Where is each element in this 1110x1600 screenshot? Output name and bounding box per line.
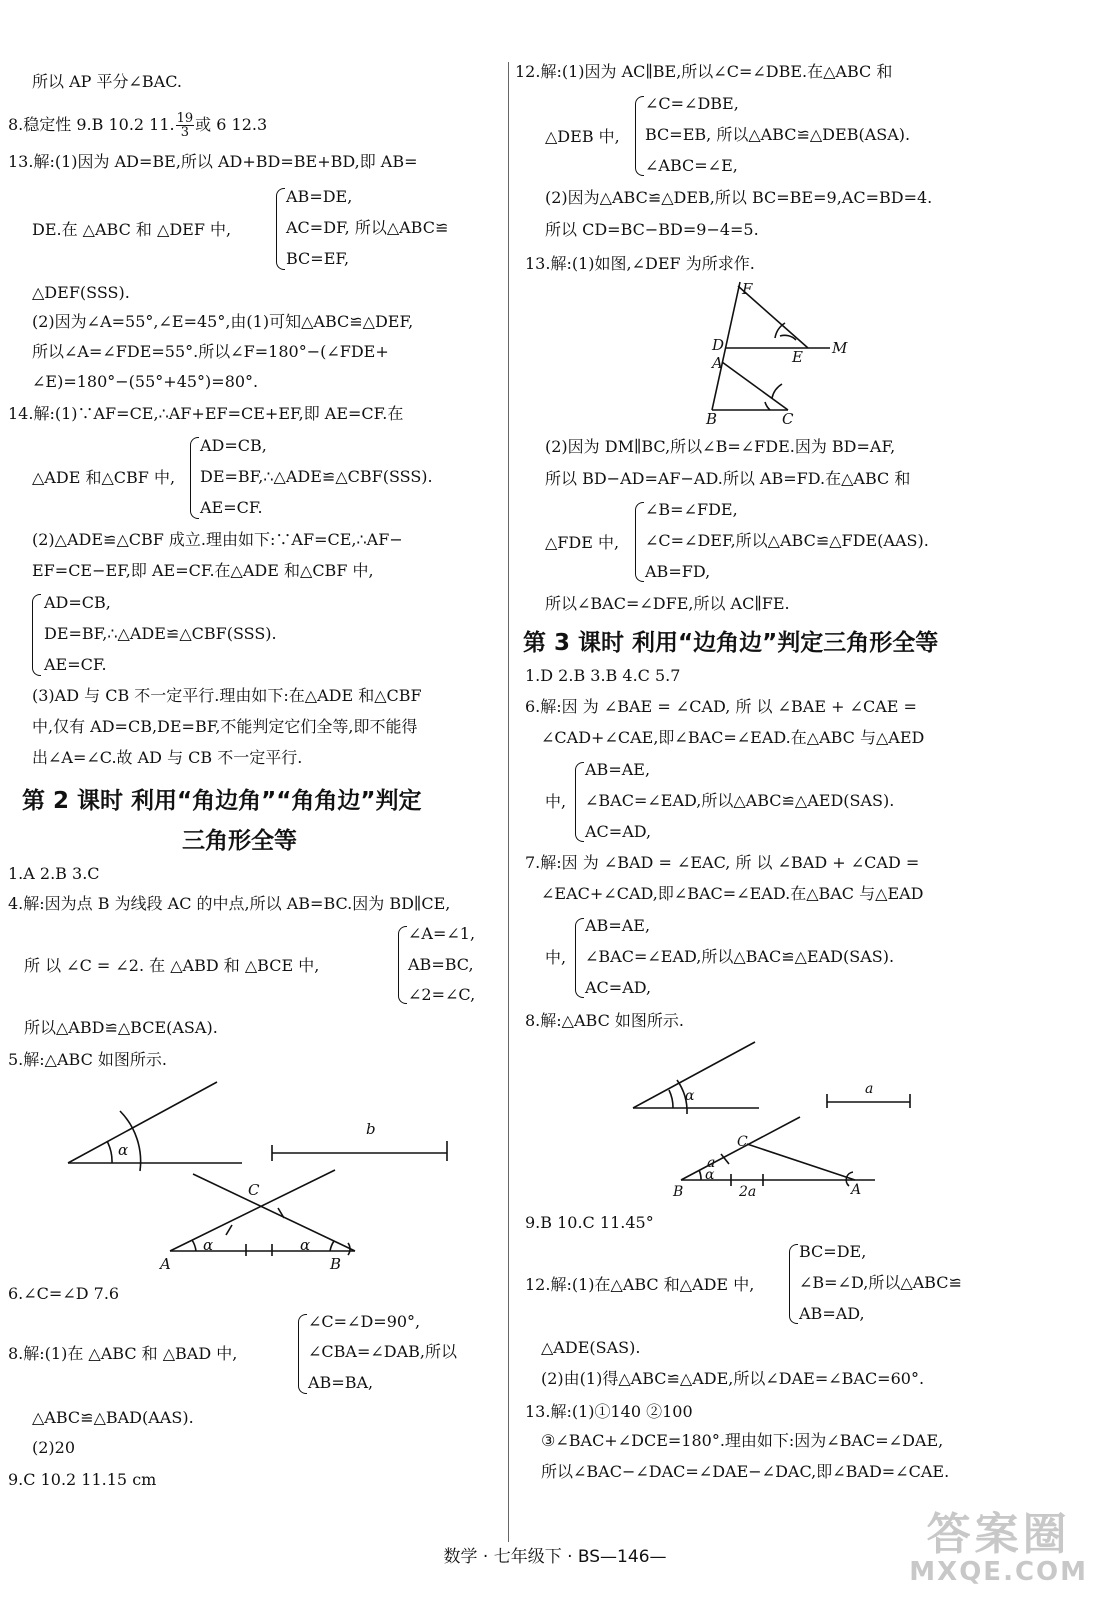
angle-arc [699,1170,701,1180]
brace-line: ∠C=∠DEF,所以△ABC≌△FDE(AAS). [645,531,929,550]
tick-mark [226,1225,232,1235]
text-line: △ADE(SAS). [541,1338,641,1357]
brace-line: ∠BAC=∠EAD,所以△ABC≌△AED(SAS). [585,791,895,810]
brace [635,96,644,176]
text-line: (2)由(1)得△ABC≌△ADE,所以∠DAE=∠BAC=60°. [541,1369,925,1388]
fig-label: α [705,1167,715,1183]
text-line: 6.∠C=∠D 7.6 [8,1284,120,1303]
angle-arc [669,1090,673,1108]
brace [789,1244,798,1324]
text-line: 出∠A=∠C.故 AD 与 CB 不一定平行. [32,748,303,767]
watermark-text: 答案圈 [926,1509,1071,1560]
text-line: (2)因为 DM∥BC,所以∠B=∠FDE.因为 BD=AF, [545,437,896,456]
angle-arc [107,1141,112,1163]
text-line: 1.A 2.B 3.C [8,864,100,883]
text-line: 所 以 ∠C = ∠2. 在 △ABD 和 △BCE 中, [24,956,320,975]
text-line: 12.解:(1)因为 AC∥BE,所以∠C=∠DBE.在△ABC 和 [515,62,893,81]
brace [575,762,584,842]
fig-label: a [865,1081,874,1097]
text-line: 4.解:因为点 B 为线段 AC 的中点,所以 AB=BC.因为 BD∥CE, [8,894,451,913]
angle-ray [68,1082,217,1163]
text-line: 1.D 2.B 3.B 4.C 5.7 [525,666,681,685]
arc-mark [765,402,770,410]
text-line: 12.解:(1)在△ABC 和△ADE 中, [525,1275,755,1294]
brace-line: AC=DF, 所以△ABC≌ [286,218,449,237]
watermark [909,1509,1088,1587]
fig-label: C [782,410,794,428]
text-line: △FDE 中, [545,533,620,552]
fig-label: D [712,336,725,354]
fig-label: E [792,348,803,366]
text-line: DE.在 △ABC 和 △DEF 中, [32,220,232,239]
text-line: ∠E)=180°−(55°+45°)=80°. [32,372,259,391]
figure-q13-construction [700,278,900,428]
fig-label: F [742,280,753,298]
fig-label: α [118,1141,129,1159]
section-heading: 第 2 课时 利用“角边角”“角角边”判定 [22,788,422,814]
fig-label: C [737,1134,748,1150]
brace-line: ∠2=∠C, [408,985,476,1004]
brace-line: BC=DE, [799,1242,867,1261]
text-line: 9.B 10.C 11.45° [525,1213,654,1232]
brace [398,926,407,1004]
text-line: △ABC≌△BAD(AAS). [32,1408,194,1427]
brace [298,1314,307,1394]
watermark-url: MXQE.COM [909,1557,1088,1587]
text-line: 中,仅有 AD=CB,DE=BF,不能判定它们全等,即不能得 [32,717,418,736]
text-line: 所以∠BAC=∠DFE,所以 AC∥FE. [545,594,790,613]
fraction [176,112,195,139]
text-line: EF=CE−EF,即 AE=CF.在△ADE 和△CBF 中, [32,561,374,580]
brace-line: ∠CBA=∠DAB,所以 [308,1342,458,1361]
brace-line: AB=BA, [308,1373,374,1392]
fig-label: α [203,1236,214,1254]
answers-8-12 [8,112,267,139]
brace-line: AB=AE, [585,760,651,779]
fraction-numerator: 19 [176,111,194,126]
arc-mark [772,384,782,398]
fig-label: C [248,1181,260,1199]
fig-label: α [300,1236,311,1254]
brace-line: ∠BAC=∠EAD,所以△BAC≌△EAD(SAS). [585,947,895,966]
brace [635,502,644,582]
brace-line: AE=CF. [44,655,107,674]
fraction-denominator: 3 [180,125,190,140]
text-line: ∠EAC+∠CAD,即∠BAC=∠EAD.在△BAC 与△EAD [541,884,924,903]
brace-line: ∠C=∠DBE, [645,94,739,113]
text-line: (2)△ADE≌△CBF 成立.理由如下:∵AF=CE,∴AF− [32,530,403,549]
text-line: 8.解:△ABC 如图所示. [525,1011,684,1030]
text-line: 8.解:(1)在 △ABC 和 △BAD 中, [8,1344,238,1363]
section-heading: 三角形全等 [182,828,297,854]
figure-q8-construction [625,1036,945,1206]
brace-line: ∠ABC=∠E, [645,156,738,175]
fig-label: B [706,410,718,428]
fig-label: A [160,1255,171,1273]
text-line: ∠CAD+∠CAE,即∠BAC=∠EAD.在△ABC 与△AED [541,728,925,747]
text-line: (2)因为△ABC≌△DEB,所以 BC=BE=9,AC=BD=4. [545,188,933,207]
brace-line: BC=EB, 所以△ABC≌△DEB(ASA). [645,125,911,144]
text-line: 所以△ABD≌△BCE(ASA). [24,1018,218,1037]
text-line: △DEB 中, [545,127,620,146]
fig-label: 2a [739,1184,757,1200]
fig-label: B [330,1255,342,1273]
fig-label: A [712,354,723,372]
section-heading: 第 3 课时 利用“边角边”判定三角形全等 [523,630,939,656]
text-line: △ADE 和△CBF 中, [32,468,176,487]
brace-line: AB=DE, [286,187,353,206]
text-line: 13.解:(1)因为 AD=BE,所以 AD+BD=BE+BD,即 AB= [8,152,418,171]
brace-line: DE=BF,∴△ADE≌△CBF(SSS). [200,467,433,486]
text-line: (3)AD 与 CB 不一定平行.理由如下:在△ADE 和△CBF [32,686,422,705]
text-line: 中, [545,792,567,811]
text-line: (2)因为∠A=55°,∠E=45°,由(1)可知△ABC≌△DEF, [32,312,414,331]
brace-line: AD=CB, [44,593,111,612]
fig-label: A [851,1182,862,1198]
fig-label: M [832,339,848,357]
brace-line: AD=CB, [200,436,267,455]
text-line: 所以 CD=BC−BD=9−4=5. [545,220,759,239]
brace [276,188,285,270]
brace-line: DE=BF,∴△ADE≌△CBF(SSS). [44,624,277,643]
page-footer: 数学 · 七年级下 · BS—146— [443,1547,667,1567]
brace-line: AC=AD, [585,978,652,997]
text-line: 所以∠A=∠FDE=55°.所以∠F=180°−(∠FDE+ [32,342,389,361]
brace-line: AC=AD, [585,822,652,841]
text-line: 5.解:△ABC 如图所示. [8,1050,167,1069]
text-line: △DEF(SSS). [32,283,130,302]
brace [32,594,41,676]
angle-arc [330,1241,334,1251]
brace-line: AB=AD, [799,1304,865,1323]
column-divider [508,62,509,1542]
text-line: 14.解:(1)∵AF=CE,∴AF+EF=CE+EF,即 AE=CF.在 [8,404,404,423]
text-line: 9.C 10.2 11.15 cm [8,1470,157,1489]
brace-line: ∠B=∠FDE, [645,500,738,519]
angle-arc [192,1240,196,1251]
answers-text: 8.稳定性 9.B 10.2 11. [8,115,175,134]
text-line: 7.解:因 为 ∠BAD = ∠EAC, 所 以 ∠BAD + ∠CAD = [525,853,920,872]
brace-line: ∠C=∠D=90°, [308,1312,421,1331]
text-line: 所以 BD−AD=AF−AD.所以 AB=FD.在△ABC 和 [545,469,911,488]
fig-label: b [366,1120,376,1138]
text-line: 中, [545,948,567,967]
answers-text: 或 6 12.3 [195,115,268,134]
brace [190,437,199,519]
brace-line: ∠A=∠1, [408,924,476,943]
text-line: ③∠BAC+∠DCE=180°.理由如下:因为∠BAC=∠DAE, [541,1431,944,1450]
fig-label: α [685,1088,695,1104]
brace-line: AB=FD, [645,562,711,581]
text-line: 6.解:因 为 ∠BAE = ∠CAD, 所 以 ∠BAE + ∠CAE = [525,697,917,716]
text-line: 13.解:(1)①140 ②100 [525,1402,693,1421]
construction-line [193,1174,355,1251]
brace-line: BC=EF, [286,249,350,268]
figure-q5-construction [60,1075,470,1275]
brace-line: AE=CF. [200,498,263,517]
brace-line: ∠B=∠D,所以△ABC≌ [799,1273,962,1292]
brace-line: AB=BC, [408,955,474,974]
text-line: 所以 AP 平分∠BAC. [32,72,182,91]
brace [575,918,584,998]
text-line: 13.解:(1)如图,∠DEF 为所求作. [525,254,755,273]
fig-label: a [707,1155,716,1171]
text-line: 所以∠BAC−∠DAC=∠DAE−∠DAC,即∠BAD=∠CAE. [541,1462,950,1481]
brace-line: AB=AE, [585,916,651,935]
fig-label: B [673,1184,684,1200]
text-line: (2)20 [32,1438,76,1457]
